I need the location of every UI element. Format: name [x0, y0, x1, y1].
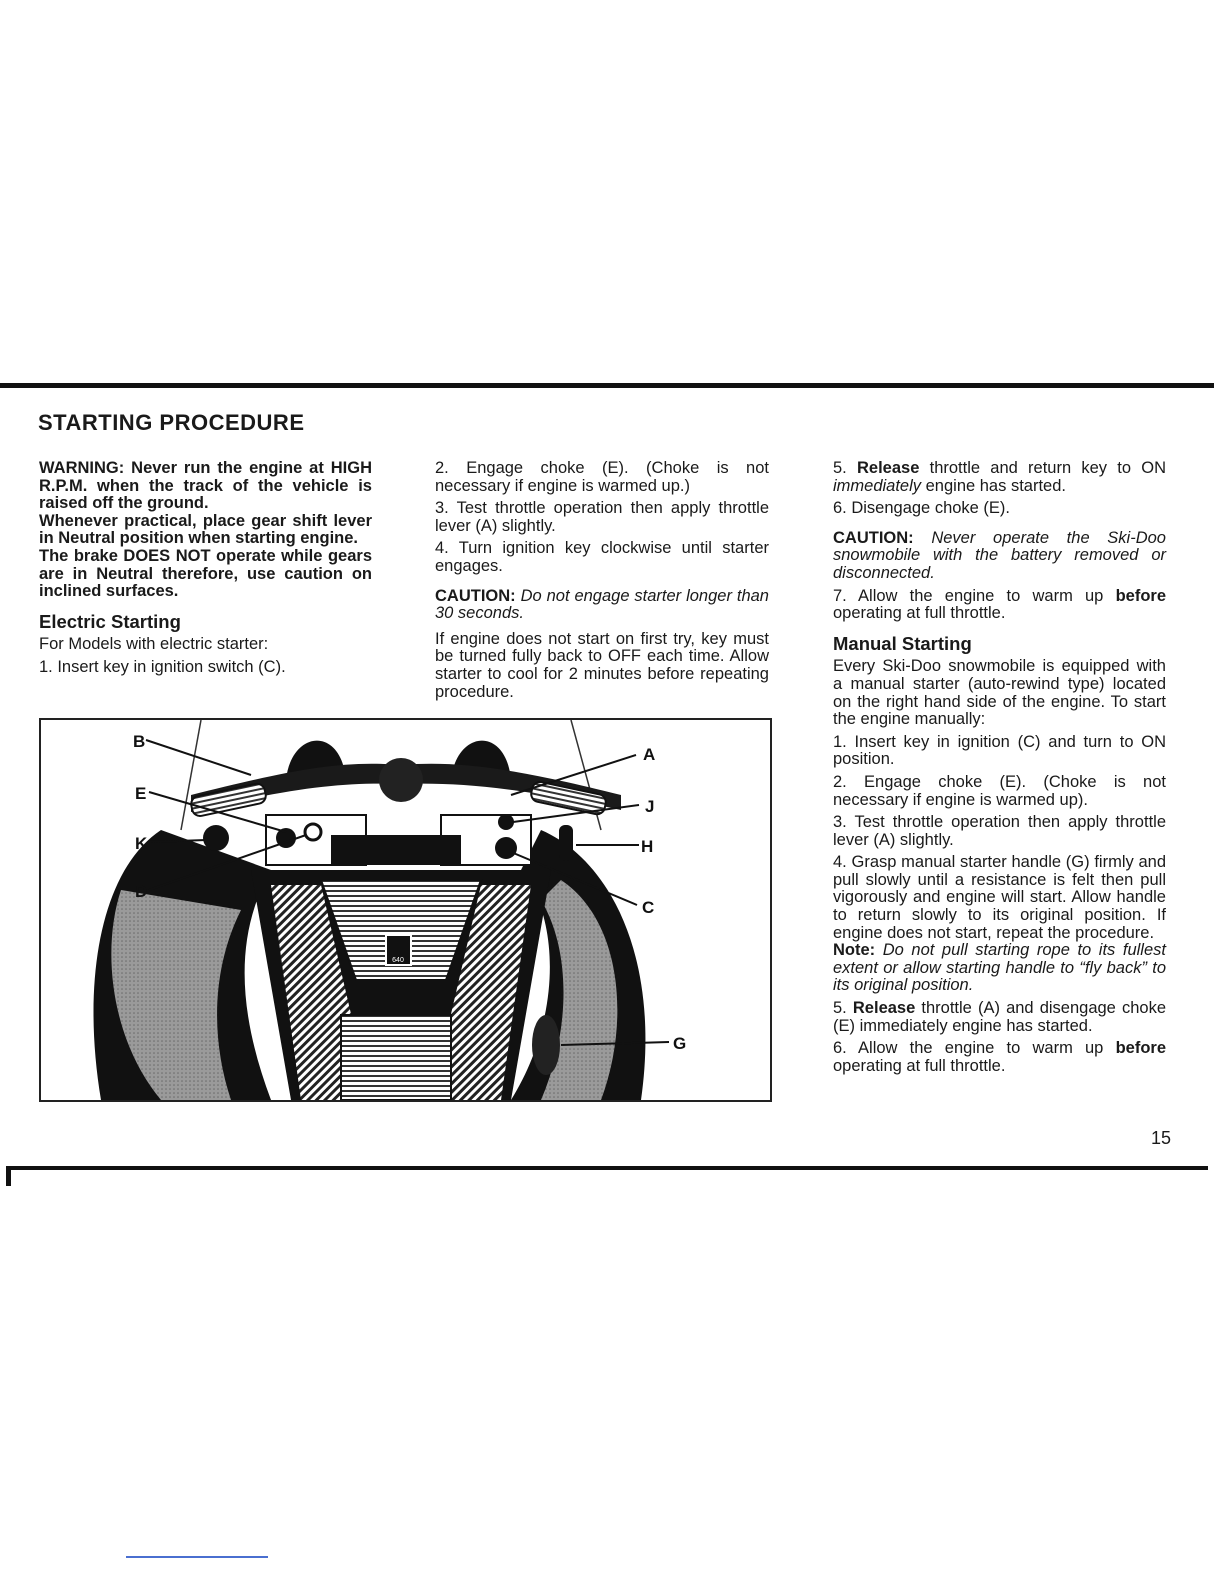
manual-step-6 [833, 1040, 1166, 1075]
column-middle [435, 460, 769, 706]
step-number: 5. [833, 459, 847, 477]
label-k: K [135, 834, 148, 853]
ignition-switch [495, 837, 517, 859]
steering-hub [379, 758, 423, 802]
label-a: A [643, 745, 656, 764]
step-5-text: throttle and return key to ON [929, 459, 1167, 477]
warning-block [39, 460, 372, 601]
label-h: H [641, 837, 654, 856]
manual-step-1: 1. Insert key in ignition (C) and turn to ON position. [833, 732, 1166, 769]
warning-neutral-text: Whenever practical, place gear shift lever in Neutral position when starting engine. [39, 511, 372, 548]
label-g: G [673, 1034, 687, 1053]
electric-retry-text: If engine does not start on first try, key must be turned fully back to OFF each time. Allow starter to cool for 2 minutes before repeating procedure. [435, 629, 769, 701]
battery-caution [833, 530, 1166, 583]
page-title: STARTING PROCEDURE [38, 410, 305, 435]
electric-step-1: 1. Insert key in ignition switch (C). [39, 657, 286, 676]
lower-grille [341, 1015, 451, 1100]
manual-starting-heading: Manual Starting [833, 632, 972, 654]
label-c: C [642, 898, 655, 917]
electric-caution [435, 588, 769, 623]
label-j: J [645, 797, 655, 816]
warning-brake-text: The brake DOES NOT operate while gears are in Neutral therefore, use caution on inclined surfaces. [39, 546, 372, 601]
light-switch [498, 814, 514, 830]
immediately-italic: immediately [833, 476, 922, 495]
bottom-rule [8, 1166, 1208, 1170]
badge-text: 640 [392, 957, 404, 964]
step-5-text-end: engine has started. [925, 476, 1066, 495]
electric-step-5 [833, 460, 1166, 495]
release-bold: Release [852, 999, 916, 1018]
electric-step-7 [833, 588, 1166, 623]
manual-note [833, 942, 1166, 995]
manual-step-2: 2. Engage choke (E). (Choke is not necessary if engine is warmed up). [833, 772, 1166, 809]
top-rule [0, 383, 1214, 388]
electric-step-2: 2. Engage choke (E). (Choke is not necessary if engine is warmed up.) [435, 459, 769, 495]
warning-text: WARNING: Never run the engine at HIGH R.P.M. when the track of the vehicle is raised off the ground. [39, 459, 372, 513]
release-bold: Release [857, 459, 920, 477]
snowmobile-controls-figure [39, 718, 772, 1102]
step-6-text-end: operating at full throttle. [833, 1056, 1006, 1075]
manual-step-5 [833, 1000, 1166, 1035]
electric-intro: For Models with electric starter: [39, 635, 269, 654]
electric-step-4: 4. Turn ignition key clockwise until starter engages. [435, 539, 769, 575]
bottom-rule-tick [6, 1166, 11, 1186]
label-d: D [135, 882, 148, 901]
electric-step-3: 3. Test throttle operation then apply throttle lever (A) slightly. [435, 499, 769, 535]
footer-line [126, 1556, 268, 1558]
step-7-text-end: operating at full throttle. [833, 604, 1006, 623]
caution-label: CAUTION: [435, 586, 516, 605]
step-6-text: 6. Allow the engine to warm up [833, 1039, 1104, 1058]
manual-intro: Every Ski-Doo snowmobile is equipped with a manual starter (auto-rewind type) located on the right hand side of the engine. To start the engine manually: [833, 657, 1166, 729]
caution-label: CAUTION: [833, 528, 914, 547]
column-left [39, 460, 372, 682]
before-bold: before [1115, 586, 1166, 605]
caution-text: Never operate the Ski-Doo snowmobile with the battery removed or disconnected. [833, 528, 1166, 582]
starter-handle [532, 1015, 560, 1075]
before-bold: before [1115, 1039, 1166, 1058]
column-right [833, 460, 1166, 1080]
electric-starting-heading: Electric Starting [39, 610, 181, 632]
emergency-switch [203, 825, 229, 851]
brake-lever [559, 825, 573, 861]
electric-step-6: 6. Disengage choke (E). [833, 499, 1011, 518]
step-number: 5. [833, 999, 847, 1018]
note-label: Note: [833, 941, 876, 960]
note-text: Do not pull starting rope to its fullest extent or allow starting handle to “fly back” to its original position. [833, 941, 1166, 995]
step-5-text: throttle (A) and disengage choke (E) immediately engine has started. [833, 999, 1166, 1035]
snowmobile-illustration [41, 720, 770, 1100]
caution-text: Do not engage starter longer than 30 seconds. [435, 586, 769, 623]
label-e: E [135, 784, 147, 803]
step-7-text: 7. Allow the engine to warm up [833, 586, 1104, 605]
label-b: B [133, 732, 146, 751]
manual-step-3: 3. Test throttle operation then apply throttle lever (A) slightly. [833, 813, 1166, 849]
page-number: 15 [1151, 1128, 1172, 1148]
manual-step-4: 4. Grasp manual starter handle (G) firmly and pull slowly until a resistance is felt then pull vigorously and engine will start. Allow handle to return slowly to its original position. If engine does not start, repeat the procedure. [833, 853, 1166, 942]
console-display [331, 835, 461, 865]
